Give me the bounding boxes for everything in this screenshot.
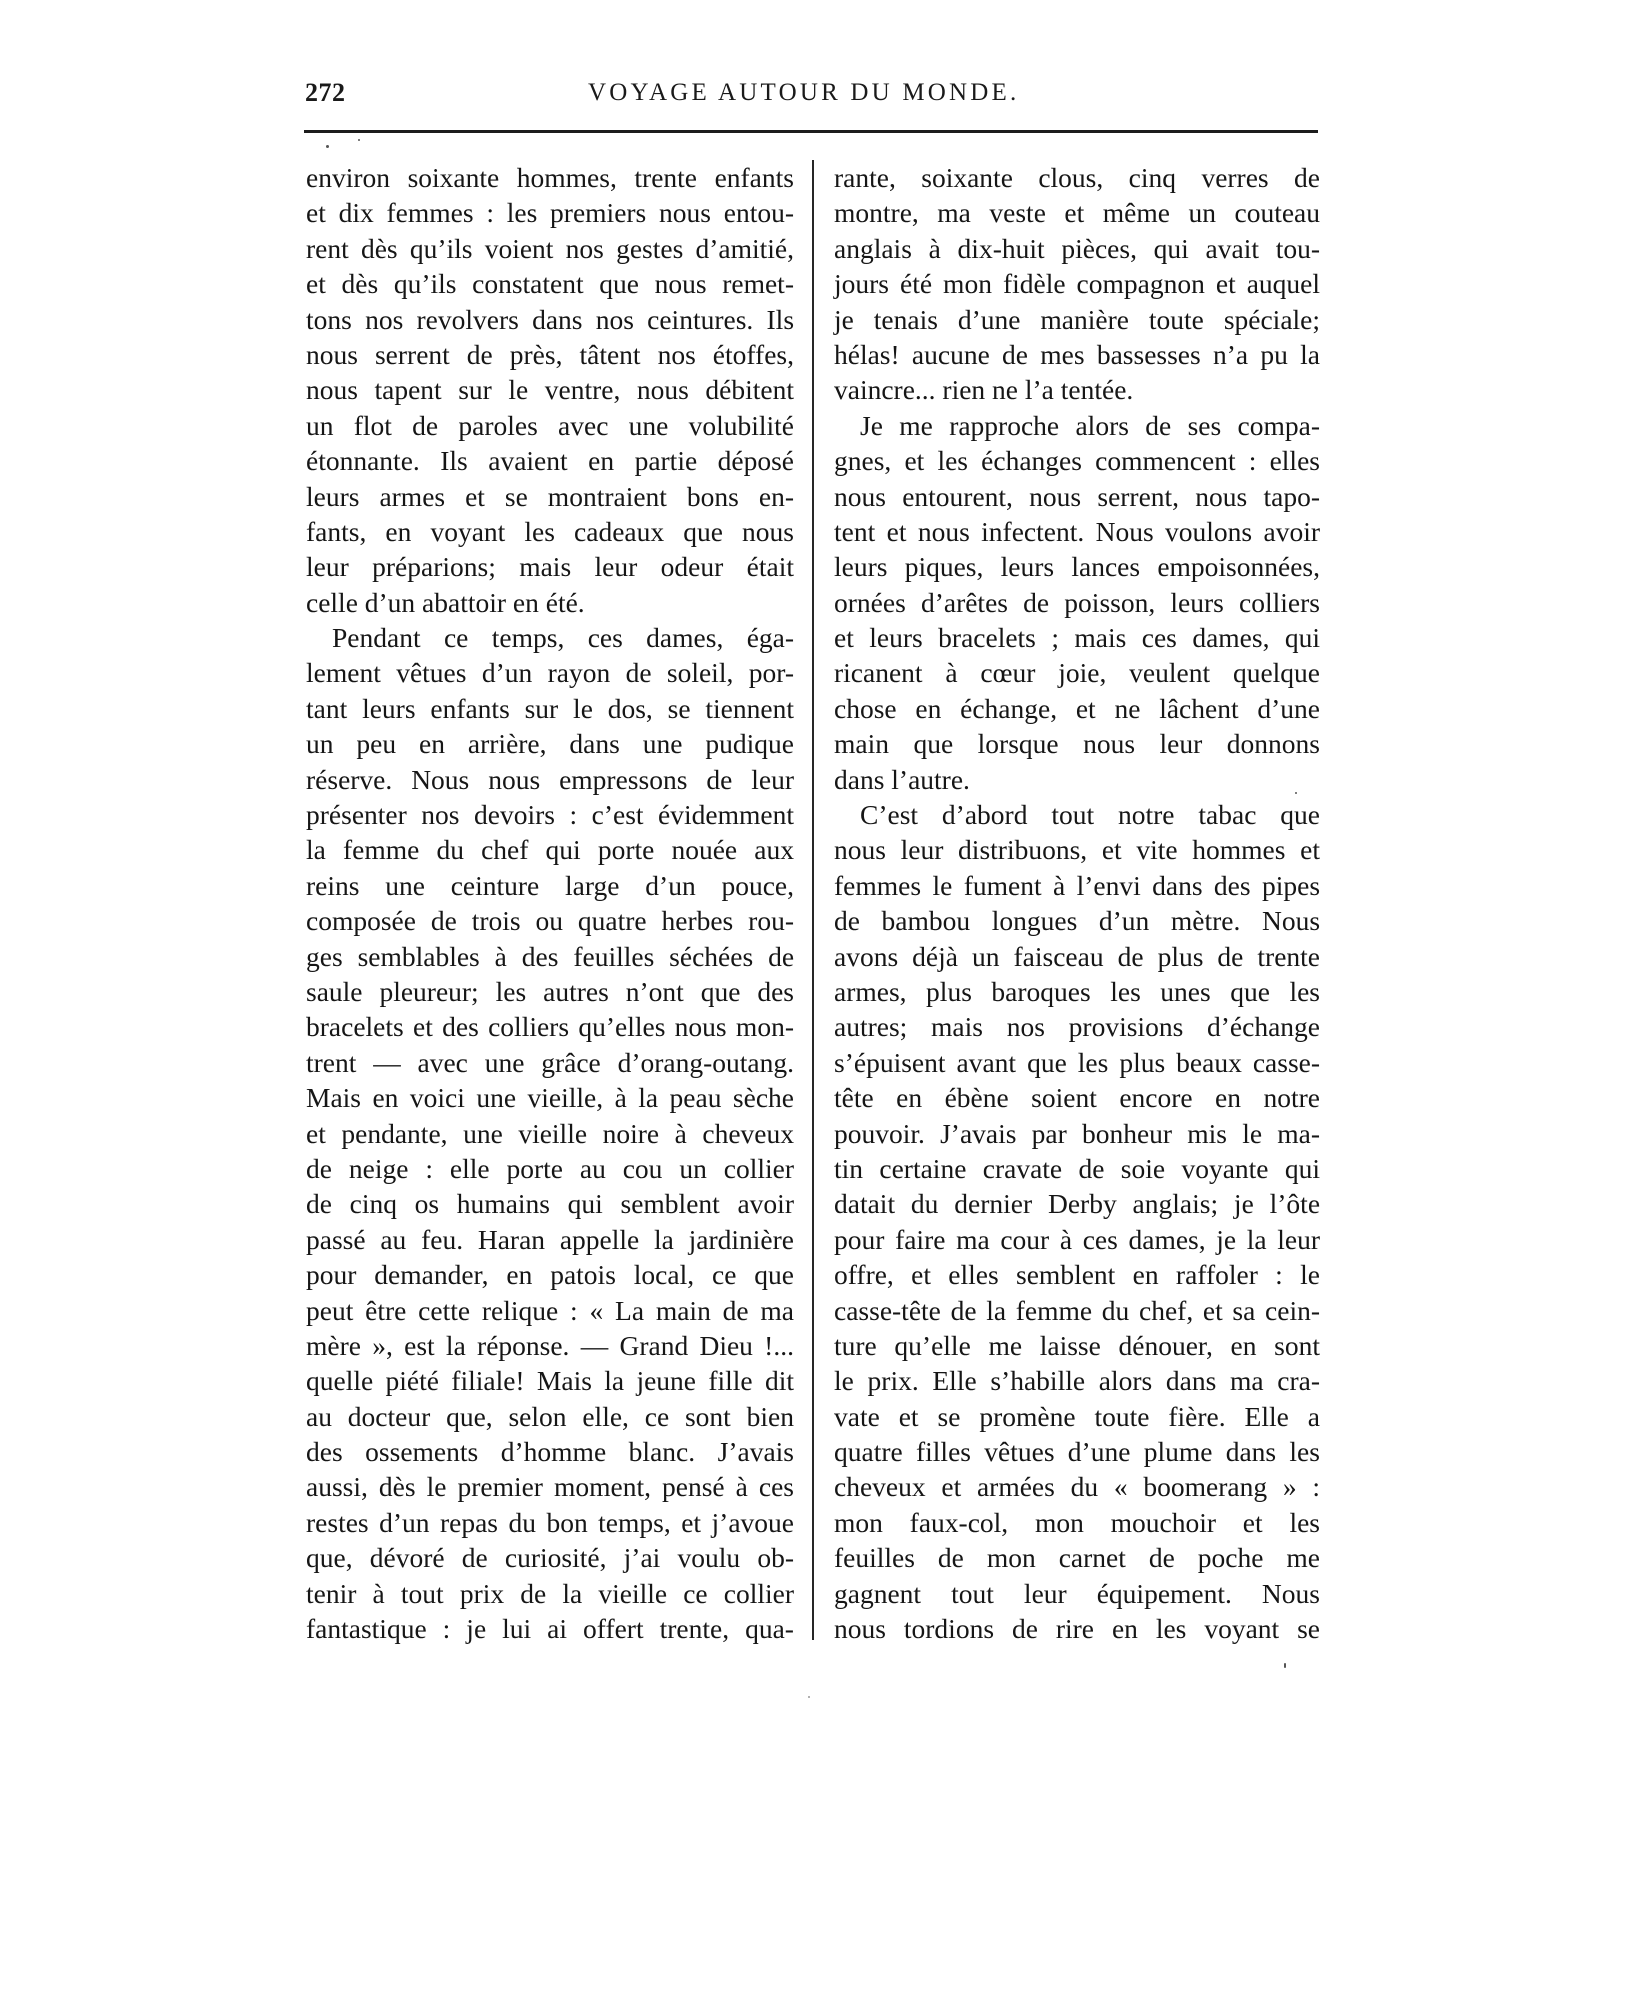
text-line: datait du dernier Derby anglais; je l’ôte	[834, 1188, 1321, 1220]
text-line: le prix. Elle s’habille alors dans ma cra-	[834, 1365, 1320, 1397]
text-line: nous entourent, nous serrent, nous tapo-	[834, 480, 1321, 512]
text-line: C’est d’abord tout notre tabac que	[860, 799, 1320, 831]
text-line: au docteur que, selon elle, ce sont bien	[306, 1400, 794, 1432]
column-divider	[812, 160, 814, 1640]
text-line: fantastique : je lui ai offert trente, qua-	[306, 1613, 794, 1645]
running-title: VOYAGE AUTOUR DU MONDE.	[588, 79, 1020, 106]
text-line: tête en ébène soient encore en notre	[834, 1082, 1320, 1114]
text-line: de cinq os humains qui semblent avoir	[306, 1188, 794, 1220]
text-line: la femme du chef qui porte nouée aux	[306, 834, 794, 866]
text-line: fants, en voyant les cadeaux que nous	[306, 515, 794, 547]
text-line: pour demander, en patois local, ce que	[306, 1259, 794, 1291]
text-line: vate et se promène toute fière. Elle a	[834, 1400, 1320, 1432]
text-line: ornées d’arêtes de poisson, leurs colliers	[834, 586, 1320, 618]
text-line: Mais en voici une vieille, à la peau sèche	[306, 1082, 794, 1114]
text-line: dans l’autre.	[834, 763, 970, 795]
text-line: tant leurs enfants sur le dos, se tiennent	[306, 692, 794, 724]
text-line: ture qu’elle me laisse dénouer, en sont	[834, 1329, 1320, 1361]
page-number: 272	[305, 78, 346, 107]
text-line: mon faux-col, mon mouchoir et les	[834, 1506, 1320, 1538]
text-line: ricanent à cœur joie, veulent quelque	[834, 657, 1321, 689]
text-line: passé au feu. Haran appelle la jardinière	[306, 1223, 794, 1255]
text-line: vaincre... rien ne l’a tentée.	[834, 374, 1134, 406]
text-line: jours été mon fidèle compagnon et auquel	[834, 268, 1321, 300]
text-line: offre, et elles semblent en raffoler : le	[834, 1259, 1320, 1291]
text-line: pour faire ma cour à ces dames, je la leur	[834, 1223, 1321, 1255]
scan-speck	[358, 139, 360, 141]
right-column	[834, 160, 1320, 1646]
text-line: des ossements d’homme blanc. J’avais	[306, 1436, 794, 1468]
text-line: peut être cette relique : « La main de ma	[306, 1294, 794, 1326]
text-line: quatre filles vêtues d’une plume dans les	[834, 1436, 1320, 1468]
text-line: chose en échange, et ne lâchent d’une	[834, 692, 1320, 724]
text-line: s’épuisent avant que les plus beaux casse-	[834, 1046, 1321, 1078]
text-line: rent dès qu’ils voient nos gestes d’amitié,	[306, 232, 794, 264]
text-line: étonnante. Ils avaient en partie déposé	[306, 445, 795, 477]
text-line: anglais à dix-huit pièces, qui avait tou-	[834, 232, 1320, 264]
header-rule	[304, 130, 1318, 133]
text-line: gagnent tout leur équipement. Nous	[834, 1577, 1320, 1609]
text-line: réserve. Nous nous empressons de leur	[306, 763, 794, 795]
text-line: environ soixante hommes, trente enfants	[306, 162, 794, 193]
text-line: celle d’un abattoir en été.	[306, 586, 585, 618]
text-line: quelle piété filiale! Mais la jeune fille dit	[306, 1365, 794, 1397]
text-line: armes, plus baroques les unes que les	[834, 975, 1321, 1007]
text-line: et leurs bracelets ; mais ces dames, qui	[834, 622, 1321, 654]
text-line: montre, ma veste et même un couteau	[834, 197, 1321, 229]
text-line: leurs armes et se montraient bons en-	[306, 480, 794, 512]
text-line: nous serrent de près, tâtent nos étoffes,	[306, 338, 794, 370]
text-line: et pendante, une vieille noire à cheveux	[306, 1117, 795, 1149]
text-line: Je me rapproche alors de ses compa-	[860, 409, 1320, 441]
text-line: leurs piques, leurs lances empoisonnées,	[834, 551, 1320, 583]
text-line: que, dévoré de curiosité, j’ai voulu ob-	[306, 1542, 794, 1574]
text-line: avons déjà un faisceau de plus de trente	[834, 940, 1320, 972]
text-line: rante, soixante clous, cinq verres de	[834, 162, 1321, 193]
text-line: tons nos revolvers dans nos ceintures. Ils	[306, 303, 795, 335]
text-line: de bambou longues d’un mètre. Nous	[834, 905, 1321, 937]
text-line: hélas! aucune de mes bassesses n’a pu la	[834, 338, 1320, 370]
scan-speck	[808, 1696, 810, 1698]
text-line: tenir à tout prix de la vieille ce collier	[306, 1577, 795, 1609]
text-line: composée de trois ou quatre herbes rou-	[306, 905, 794, 937]
text-line: et dès qu’ils constatent que nous remet-	[306, 268, 794, 300]
text-line: ges semblables à des feuilles séchées de	[306, 940, 795, 972]
text-line: aussi, dès le premier moment, pensé à ces	[306, 1471, 794, 1503]
text-line: casse-tête de la femme du chef, et sa cein-	[834, 1294, 1320, 1326]
text-line: reins une ceinture large d’un pouce,	[306, 869, 794, 901]
text-line: cheveux et armées du « boomerang » :	[834, 1471, 1320, 1503]
text-line: main que lorsque nous leur donnons	[834, 728, 1320, 760]
scan-speck	[1295, 792, 1297, 794]
text-line: leur préparions; mais leur odeur était	[306, 551, 794, 583]
text-line: autres; mais nos provisions d’échange	[834, 1011, 1320, 1043]
text-line: nous tordions de rire en les voyant se	[834, 1613, 1321, 1645]
text-line: femmes le fument à l’envi dans des pipes	[834, 869, 1321, 901]
text-line: bracelets et des colliers qu’elles nous mon-	[306, 1011, 794, 1043]
text-line: de neige : elle porte au cou un collier	[306, 1152, 794, 1184]
scan-speck	[326, 145, 329, 148]
text-line: mère », est la réponse. — Grand Dieu !...	[306, 1329, 794, 1361]
text-line: restes d’un repas du bon temps, et j’avoue	[306, 1506, 794, 1538]
text-line: pouvoir. J’avais par bonheur mis le ma-	[834, 1117, 1320, 1149]
text-line: nous leur distribuons, et vite hommes et	[834, 834, 1320, 866]
text-line: gnes, et les échanges commencent : elles	[834, 445, 1320, 477]
text-line: trent — avec une grâce d’orang-outang.	[306, 1046, 794, 1078]
text-line: saule pleureur; les autres n’ont que des	[306, 975, 794, 1007]
left-column	[306, 160, 794, 1646]
text-line: lement vêtues d’un rayon de soleil, por-	[306, 657, 794, 689]
text-line: et dix femmes : les premiers nous entou-	[306, 197, 794, 229]
text-line: nous tapent sur le ventre, nous débitent	[306, 374, 794, 406]
text-line: feuilles de mon carnet de poche me	[834, 1542, 1321, 1574]
text-line: je tenais d’une manière toute spéciale;	[834, 303, 1321, 335]
text-line: un flot de paroles avec une volubilité	[306, 409, 795, 441]
scan-speck	[1284, 1663, 1286, 1668]
text-line: tin certaine cravate de soie voyante qui	[834, 1152, 1320, 1184]
text-line: présenter nos devoirs : c’est évidemment	[306, 799, 794, 831]
text-line: tent et nous infectent. Nous voulons avoir	[834, 515, 1321, 547]
text-line: Pendant ce temps, ces dames, éga-	[332, 622, 795, 654]
text-line: un peu en arrière, dans une pudique	[306, 728, 794, 760]
